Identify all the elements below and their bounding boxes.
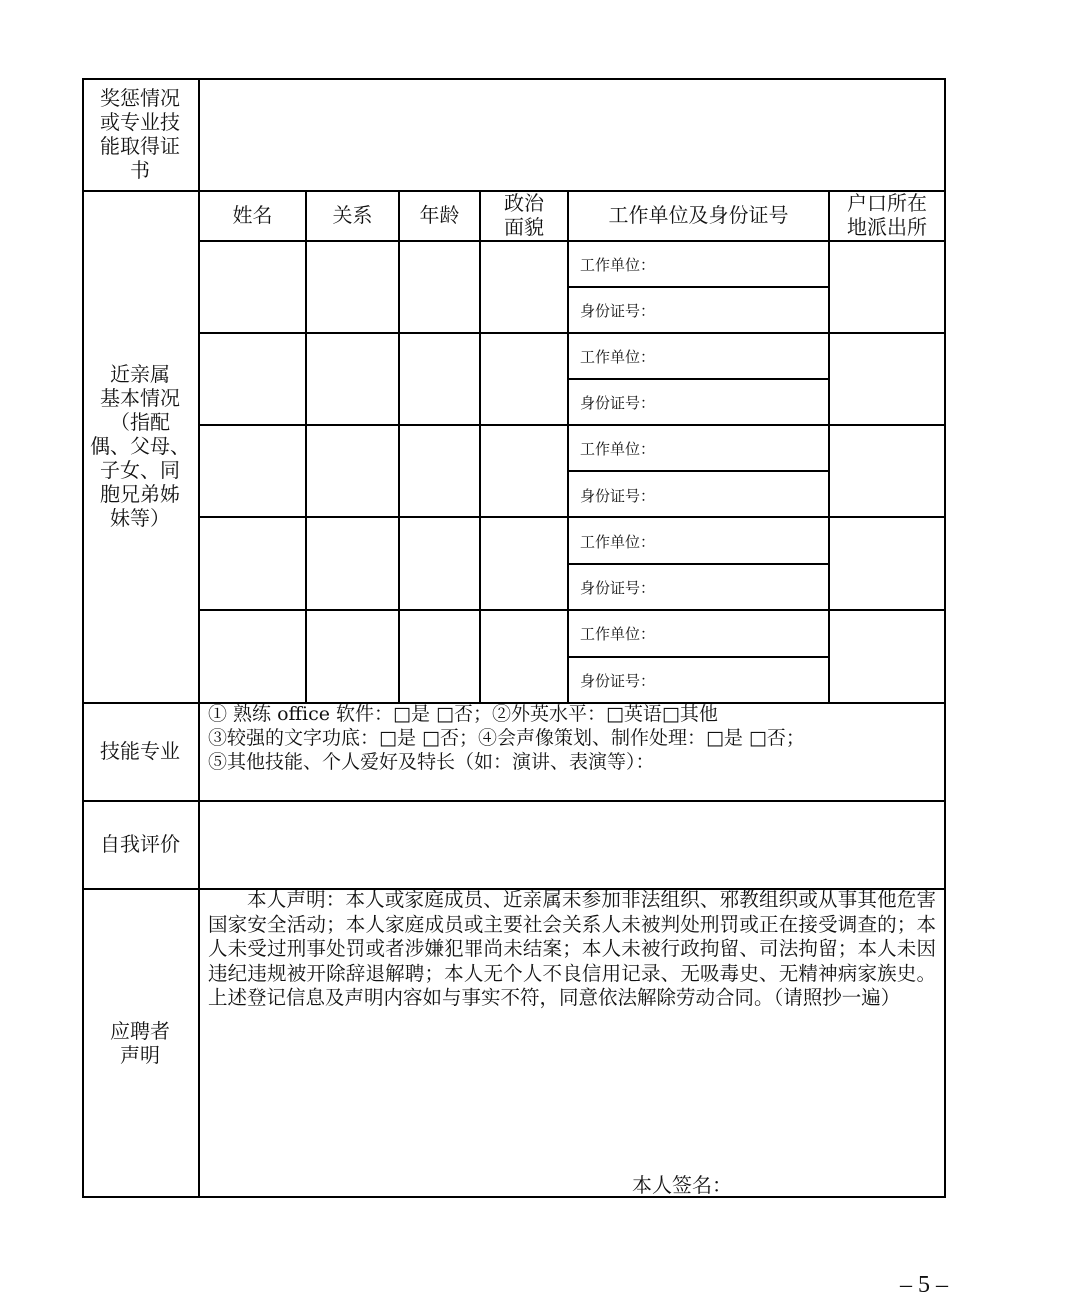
form-border — [82, 78, 946, 1198]
awards-input-cell[interactable] — [200, 80, 944, 190]
page-number: – 5 – — [900, 1272, 948, 1298]
header-name: 姓名 — [232, 203, 273, 227]
table-column-divider — [398, 190, 400, 702]
skills-label-cell — [82, 702, 198, 800]
awards-label-cell — [82, 78, 198, 190]
declaration-label-cell — [82, 888, 198, 1198]
skills-line-3: ⑤其他技能、个人爱好及特长（如：演讲、表演等）： — [208, 751, 655, 773]
work-unit-label: 工作单位： — [580, 533, 656, 551]
table-column-divider — [305, 190, 307, 702]
label-column-divider — [198, 78, 200, 1198]
id-number-label: 身份证号： — [580, 487, 656, 505]
skills-line-2: ③较强的文字功底：□是 □否；④会声像策划、制作处理：□是 □否； — [208, 727, 805, 749]
skills-label: 技能专业 — [100, 739, 180, 763]
relatives-label-cell — [82, 190, 198, 702]
subrow-divider — [568, 656, 830, 658]
subrow-divider — [568, 378, 830, 380]
self-eval-label: 自我评价 — [100, 832, 180, 856]
self-eval-input-cell[interactable] — [200, 802, 944, 888]
header-political-status: 政治 面貌 — [504, 191, 544, 239]
table-row-divider — [198, 609, 946, 611]
table-column-divider — [479, 190, 481, 702]
declaration-label: 应聘者 声明 — [110, 1019, 170, 1067]
awards-label: 奖惩情况 或专业技 能取得证 书 — [100, 86, 180, 182]
header-police-station: 户口所在 地派出所 — [847, 191, 927, 239]
table-header-divider — [198, 240, 946, 242]
table-row-divider — [198, 516, 946, 518]
id-number-label: 身份证号： — [580, 579, 656, 597]
signature-label: 本人签名： — [632, 1173, 732, 1197]
subrow-divider — [568, 563, 830, 565]
work-unit-label: 工作单位： — [580, 440, 656, 458]
table-column-divider — [567, 190, 569, 702]
subrow-divider — [568, 286, 830, 288]
header-relation: 关系 — [332, 203, 373, 227]
relatives-label: 近亲属 基本情况 （指配 偶、父母、 子女、同 胞兄弟姊 妹等） — [90, 362, 190, 530]
work-unit-label: 工作单位： — [580, 348, 656, 366]
table-column-divider — [828, 190, 830, 702]
subrow-divider — [568, 470, 830, 472]
application-form — [82, 78, 946, 1198]
header-work-unit-id: 工作单位及身份证号 — [608, 203, 789, 227]
table-row-divider — [198, 424, 946, 426]
id-number-label: 身份证号： — [580, 302, 656, 320]
id-number-label: 身份证号： — [580, 394, 656, 412]
table-row-divider — [198, 332, 946, 334]
skills-line-1: ① 熟练 office 软件：□是 □否；②外英水平：□英语□其他 — [208, 703, 718, 725]
declaration-text: 本人声明：本人或家庭成员、近亲属未参加非法组织、邪教组织或从事其他危害国家安全活动；本人家庭成员或主要社会关系人未被判处刑罚或正在接受调查的；本人未受过刑事处罚或者涉嫌犯罪尚未结案；本人未被行政拘留、司法拘留；本人未因违纪违规被开除辞退解聘；本人无个人不良信用记录、无吸毒史、无精神病家族史。上述登记信息及声明内容如与事实不符，同意依法解除劳动合同。（请照抄一遍） — [208, 888, 936, 1009]
work-unit-label: 工作单位： — [580, 256, 656, 274]
declaration-content — [208, 888, 936, 1011]
work-unit-label: 工作单位： — [580, 625, 656, 643]
header-age: 年龄 — [419, 203, 460, 227]
self-eval-label-cell — [82, 800, 198, 888]
skills-content — [208, 702, 938, 774]
id-number-label: 身份证号： — [580, 672, 656, 690]
